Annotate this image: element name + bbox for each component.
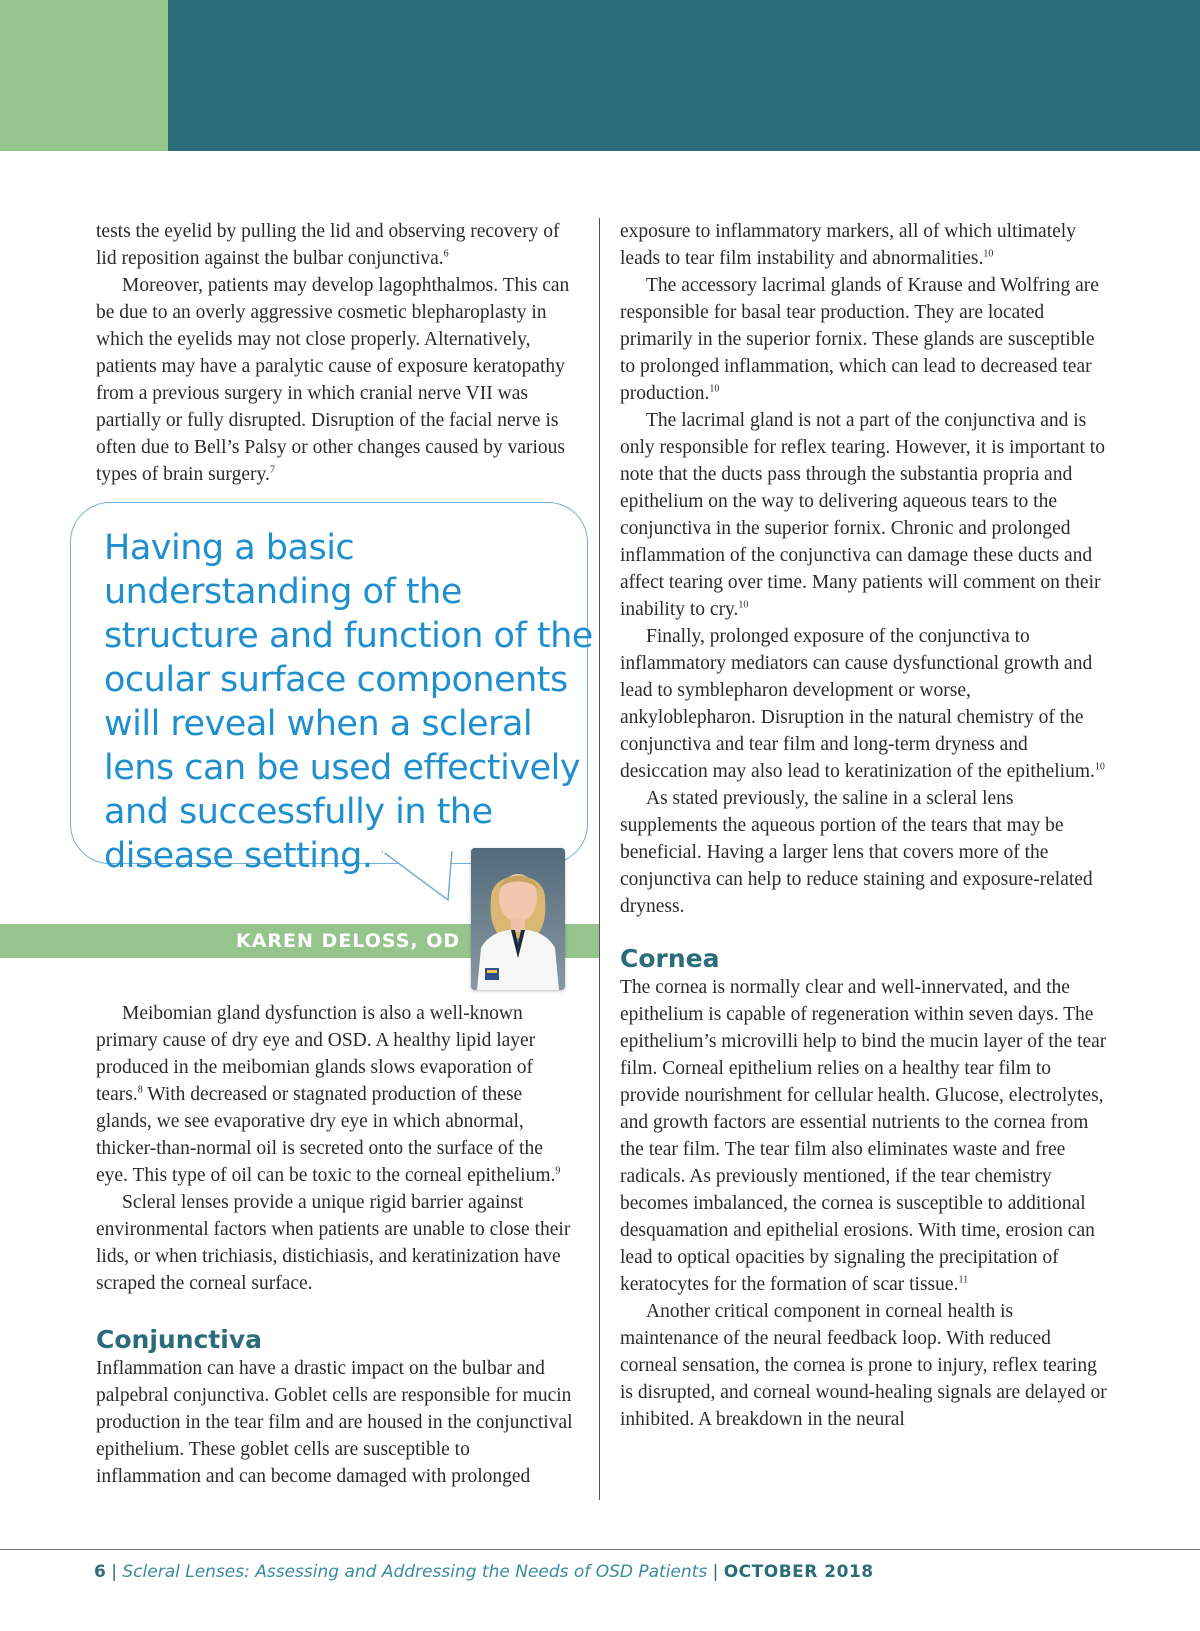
issue-date: OCTOBER 2018 [723,1562,874,1582]
left-column-top [96,218,574,488]
paragraph: Another critical component in corneal health is maintenance of the neural feedback loop. With reduced corneal sensation, the cornea is prone to injury, reflex tearing is disrupted, and corneal wound-healing signals are delayed or inhibited. A breakdown in the neural [620,1301,1107,1430]
paragraph: exposure to inflammatory markers, all of which ultimately leads to tear film instability and abnormalities.$^{10}$ [620,221,1076,269]
footer-separator: | [712,1562,719,1582]
page-footer [94,1560,874,1584]
pull-quote-text: Having a basic understanding of the structure and function of the ocular surface components will reveal when a scleral lens can be used effectively and successfully in the disease setting. [104,528,593,876]
right-column [620,218,1110,1433]
author-photo [471,848,565,990]
paragraph: Meibomian gland dysfunction is also a well-known primary cause of dry eye and OSD. A healthy lipid layer produced in the meibomian glands slows evaporation of tears.$^8$ With decreased or stagnated production of these glands, we see evaporative dry eye in which abnormal, thicker-than-normal oil is secreted onto the surface of the eye. This type of oil can be toxic to the corneal epithelium.$^9$ [96,1003,561,1186]
footer-rule [0,1549,1200,1550]
footer-separator: | [111,1562,117,1582]
paragraph: As stated previously, the saline in a scleral lens supplements the aqueous portion of the tears that may be beneficial. Having a larger lens that covers more of the conjunctiva can help to reduce staining and exposure-related dryness. [620,788,1093,917]
left-column-bottom [96,1000,574,1490]
publication-title: Scleral Lenses: Assessing and Addressing the Needs of OSD Patients [122,1562,708,1582]
paragraph: The cornea is normally clear and well-innervated, and the epithelium is capable of regeneration within seven days. The epithelium’s microvilli help to bind the mucin layer of the tear film. Corneal epithelium relies on a healthy tear film to provide nourishment for cellular health. Glucose, electrolytes, and growth factors are essential nutrients to the cornea from the tear film. The tear film also eliminates waste and free radicals. As previously mentioned, if the tear chemistry becomes imbalanced, the cornea is susceptible to additional desquamation and epithelial erosions. With time, erosion can lead to optical opacities by signaling the precipitation of keratocytes for the formation of scar tissue.$^{11}$ [620,977,1107,1295]
paragraph: Moreover, patients may develop lagophthalmos. This can be due to an overly aggressive cosmetic blepharoplasty in which the eyelids may not close properly. Alternatively, patients may have a paralytic cause of exposure keratopathy from a previous surgery in which cranial nerve VII was partially or fully disrupted. Disruption of the facial nerve is often due to Bell’s Palsy or other changes caused by various types of brain surgery.$^7$ [96,275,570,485]
paragraph: tests the eyelid by pulling the lid and observing recovery of lid reposition against the bulbar conjunctiva.$^6$ [96,221,560,269]
author-portrait-image [471,848,565,990]
section-heading-cornea: Cornea [620,944,720,973]
author-name: KAREN DELOSS, OD [236,930,461,952]
paragraph: The accessory lacrimal glands of Krause and Wolfring are responsible for basal tear production. They are located primarily in the superior fornix. These glands are susceptible to prolonged inflammation, which can lead to decreased tear production.$^{10}$ [620,275,1099,404]
paragraph: Inflammation can have a drastic impact on the bulbar and palpebral conjunctiva. Goblet cells are responsible for mucin production in the tear film and are housed in the conjunctival epithelium. These goblet cells are susceptible to inflammation and can become damaged with prolonged [96,1358,573,1487]
paragraph: The lacrimal gland is not a part of the conjunctiva and is only responsible for reflex tearing. However, it is important to note that the ducts pass through the substantia propria and epithelium on the way to delivering aqueous tears to the conjunctiva in the superior fornix. Chronic and prolonged inflammation of the conjunctiva can damage these ducts and affect tearing over time. Many patients will comment on their inability to cry.$^{10}$ [620,410,1105,620]
paragraph: Scleral lenses provide a unique rigid barrier against environmental factors when patients are unable to close their lids, or when trichiasis, distichiasis, and keratinization have scraped the corneal surface. [96,1192,571,1294]
header-teal-band [168,0,1200,151]
column-divider [599,218,600,1500]
section-heading-conjunctiva: Conjunctiva [96,1325,262,1354]
page-number: 6 [94,1562,106,1582]
paragraph: Finally, prolonged exposure of the conjunctiva to inflammatory mediators can cause dysfunctional growth and lead to symblepharon development or worse, ankyloblepharon. Disruption in the natural chemistry of the conjunctiva and tear film and long-term dryness and desiccation may also lead to keratinization of the epithelium.$^{10}$ [620,626,1105,782]
header-green-block [0,0,168,151]
